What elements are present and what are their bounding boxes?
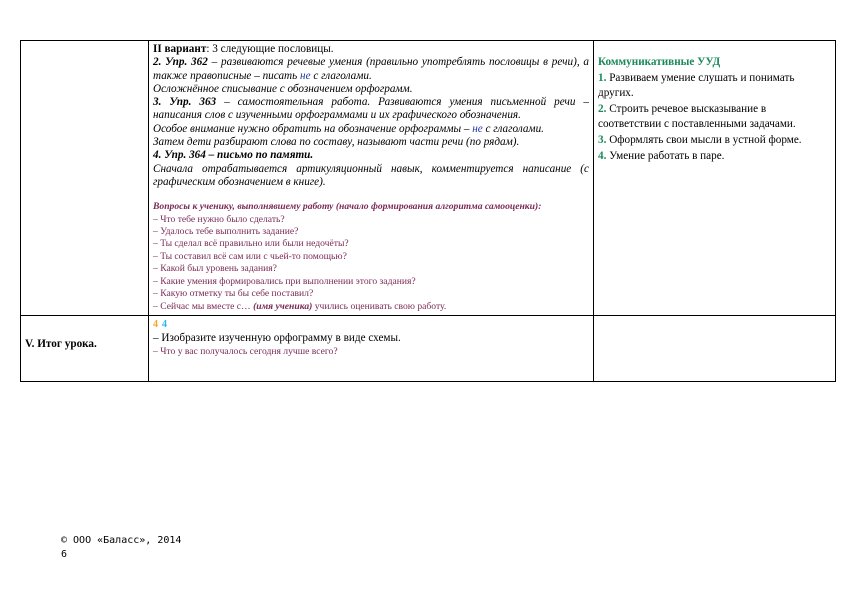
list-item: – Какую отметку ты бы себе поставил? bbox=[153, 288, 314, 300]
analysis-note: Затем дети разбирают слова по составу, называют части речи (по рядам). bbox=[153, 136, 520, 149]
articulation-note: Сначала отрабатывается артикуляционный навык, комментируется написание (с графическим обозначением в книге). bbox=[153, 162, 589, 188]
lesson-table bbox=[20, 40, 836, 382]
exercise-362: 2. Упр. 362 – развиваются речевые умения (правильно употреблять пословицы в речи), а также правописные – писать не с глаголами. bbox=[153, 56, 589, 82]
list-item: – Ты сделал всё правильно или были недочёты? bbox=[153, 238, 349, 250]
uud-item: 3. Оформлять свои мысли в устной форме. bbox=[598, 133, 802, 146]
stage-title: V. Итог урока. bbox=[21, 315, 149, 381]
copyright: © ООО «Баласс», 2014 bbox=[61, 535, 182, 546]
uud-cell-empty bbox=[594, 315, 836, 381]
exercise-364: 4. Упр. 364 – письмо по памяти. bbox=[153, 149, 314, 162]
level-badges bbox=[153, 318, 589, 332]
list-item: – Что тебе нужно было сделать? bbox=[153, 213, 285, 225]
level-badge-orange: 4 bbox=[153, 318, 158, 330]
uud-item: 2. Строить речевое высказывание в соответствии с поставленными задачами. bbox=[598, 102, 796, 131]
summary-cell bbox=[149, 315, 594, 381]
uud-cell bbox=[594, 41, 836, 316]
list-item: – Какой был уровень задания? bbox=[153, 263, 277, 275]
list-item: – Удалось тебе выполнить задание? bbox=[153, 226, 299, 238]
exercise-362-note: Осложнённое списывание с обозначением орфограмм. bbox=[153, 82, 413, 95]
uud-item: 1. Развиваем умение слушать и понимать других. bbox=[598, 71, 795, 100]
summary-task: – Изобразите изученную орфограмму в виде схемы. bbox=[153, 331, 401, 344]
list-item: – Ты составил всё сам или с чьей-то помощью? bbox=[153, 250, 347, 262]
page-number: 6 bbox=[61, 549, 68, 560]
list-item: – Сейчас мы вместе с… (имя ученика) учились оценивать свою работу. bbox=[153, 300, 447, 312]
summary-question: – Что у вас получалось сегодня лучше всего? bbox=[153, 346, 338, 358]
list-item: – Какие умения формировались при выполнении этого задания? bbox=[153, 275, 416, 287]
table-row bbox=[21, 315, 836, 381]
variant-line: II вариант: 3 следующие пословицы. bbox=[153, 43, 334, 55]
uud-title: Коммуникативные УУД bbox=[598, 56, 721, 68]
exercise-363: 3. Упр. 363 – самостоятельная работа. Развиваются умения письменной речи – написания слов с изученными орфограммами и их графического обозначения. bbox=[153, 96, 589, 122]
level-badge-cyan: 4 bbox=[162, 318, 167, 330]
table-row bbox=[21, 41, 836, 316]
stage-cell-empty bbox=[21, 41, 149, 316]
activity-cell bbox=[149, 41, 594, 316]
attention-note: Особое внимание нужно обратить на обозначение орфограммы – не с глаголами. bbox=[153, 122, 544, 135]
questions-intro: Вопросы к ученику, выполнявшему работу (начало формирования алгоритма самооценки): bbox=[153, 201, 542, 213]
questions-block bbox=[153, 201, 589, 313]
uud-item: 4. Умение работать в паре. bbox=[598, 149, 725, 162]
page-footer bbox=[61, 534, 181, 562]
